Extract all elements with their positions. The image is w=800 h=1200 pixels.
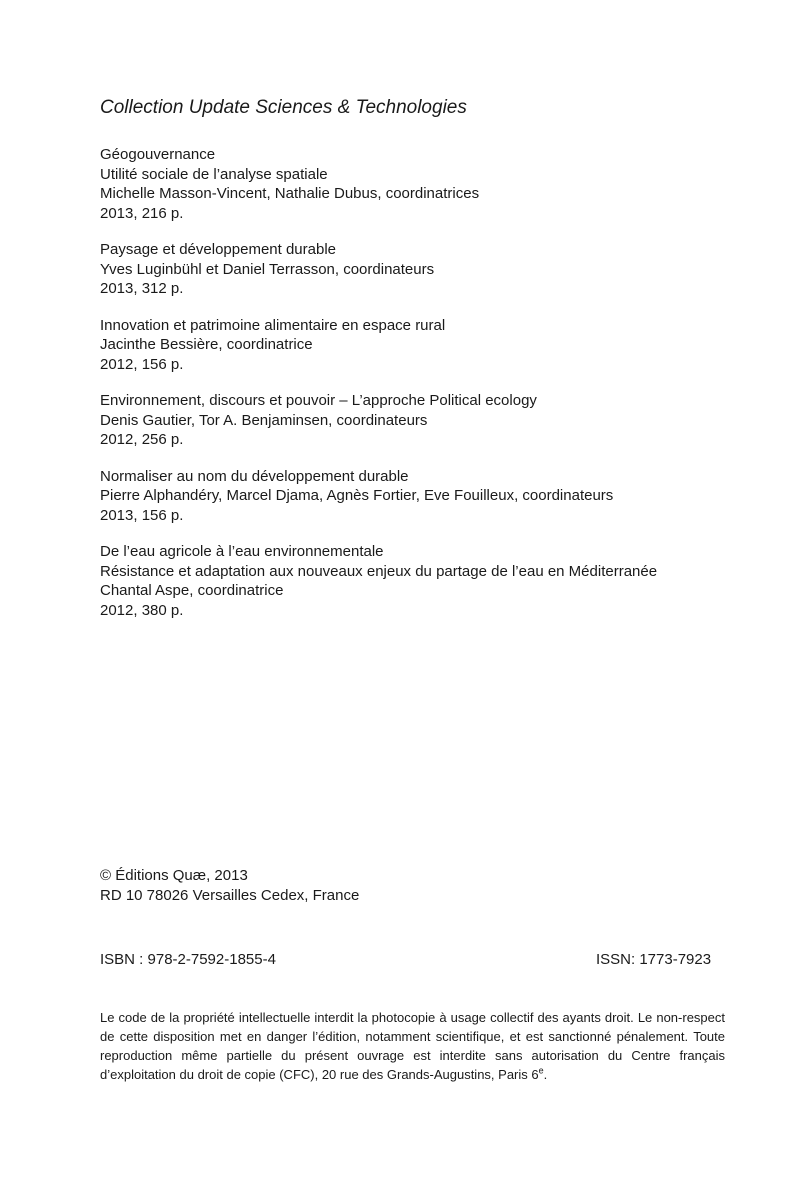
publisher-block [100, 866, 359, 905]
book-year-pages: 2013, 312 p. [100, 280, 184, 297]
collection-title: Collection Update Sciences & Technologies [100, 97, 467, 118]
book-year-pages: 2012, 156 p. [100, 355, 184, 373]
book-authors: Chantal Aspe, coordinatrice [100, 582, 284, 599]
publisher-address: RD 10 78026 Versailles Cedex, France [100, 886, 360, 904]
book-year-pages: 2012, 380 p. [100, 601, 184, 619]
book-authors: Denis Gautier, Tor A. Benjaminsen, coordinateurs [100, 411, 428, 429]
book-year-pages: 2013, 216 p. [100, 204, 184, 222]
book-year-pages: 2012, 256 p. [100, 431, 184, 448]
book-title: De l’eau agricole à l’eau environnementale [100, 543, 384, 560]
book-subtitle: Résistance et adaptation aux nouveaux enjeux du partage de l’eau en Méditerranée [100, 562, 658, 580]
book-authors: Michelle Masson-Vincent, Nathalie Dubus, coordinatrices [100, 185, 480, 202]
legal-notice-superscript: e [538, 1065, 544, 1076]
book-title: Paysage et développement durable [100, 241, 337, 258]
legal-notice-end: . [543, 1067, 548, 1082]
book-list [100, 145, 740, 637]
isbn: ISBN : 978-2-7592-1855-4 [100, 951, 276, 968]
book-title: Géogouvernance [100, 146, 216, 163]
legal-notice [100, 1008, 725, 1084]
book-subtitle: Utilité sociale de l’analyse spatiale [100, 165, 328, 183]
book-title: Environnement, discours et pouvoir – L’approche Political ecology [100, 392, 537, 409]
book-entry-innovation [100, 316, 740, 375]
book-entry-normaliser [100, 467, 740, 526]
book-year-pages: 2013, 156 p. [100, 506, 184, 524]
copyright-notice: © Éditions Quæ, 2013 [100, 867, 248, 884]
book-authors: Jacinthe Bessière, coordinatrice [100, 336, 313, 353]
book-entry-environnement [100, 391, 740, 450]
book-title: Normaliser au nom du développement durable [100, 467, 409, 485]
book-authors: Yves Luginbühl et Daniel Terrasson, coordinateurs [100, 260, 435, 278]
legal-notice-text: Le code de la propriété intellectuelle interdit la photocopie à usage collectif des ayants droit. Le non-respect de cette disposition met en danger l’édition, notamment scientifique, et est sanctionné pénalement. Toute reproduction même partielle du présent ouvrage est interdite sans autorisation du Centre français d’exploitation du droit de copie (CFC), 20 rue des Grands-Augustins, Paris 6 [100, 1010, 725, 1082]
book-entry-paysage [100, 240, 740, 299]
book-title: Innovation et patrimoine alimentaire en espace rural [100, 316, 446, 334]
book-authors: Pierre Alphandéry, Marcel Djama, Agnès Fortier, Eve Fouilleux, coordinateurs [100, 487, 614, 504]
book-entry-geogouvernance [100, 145, 740, 223]
issn: ISSN: 1773-7923 [596, 951, 712, 968]
book-entry-eau [100, 542, 740, 620]
